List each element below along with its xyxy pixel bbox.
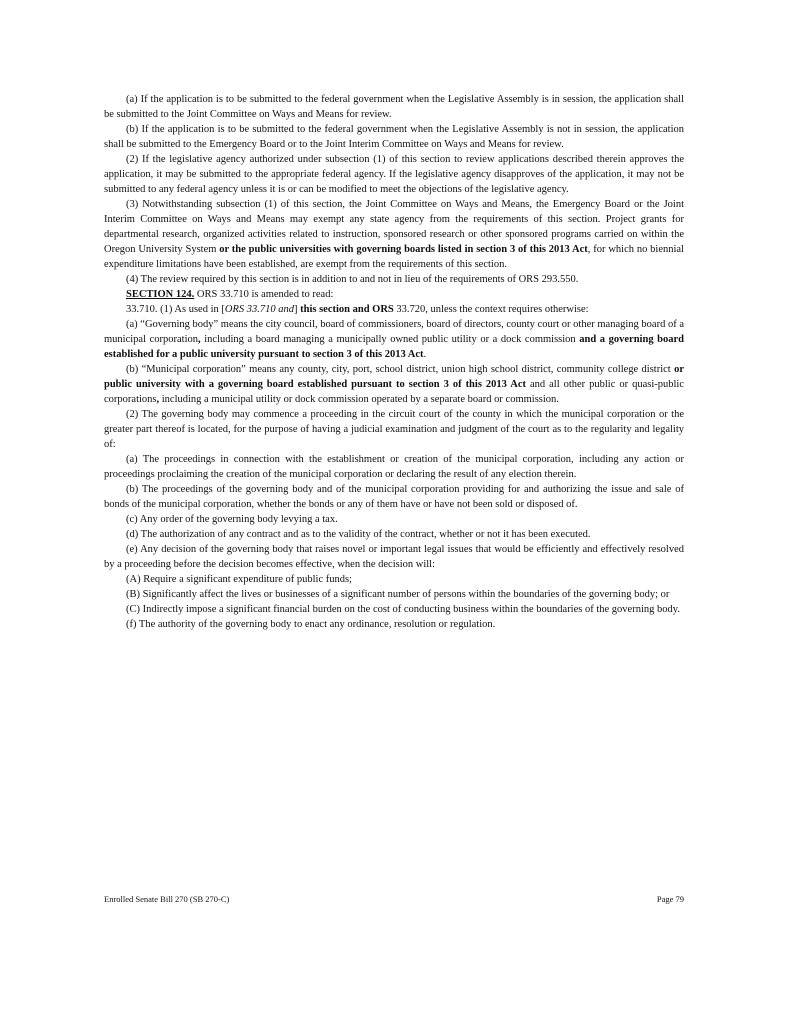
text-segment: (b) If the application is to be submitted to the federal government when the Legislative Assembly is not in session, the application shall be submitted to the Emergency Board or to the Joint Interim Committee on Ways and Means for review. xyxy=(104,124,684,150)
paragraph-p16 xyxy=(104,572,684,587)
paragraph-p4 xyxy=(104,197,684,272)
paragraph-p19 xyxy=(104,617,684,632)
text-segment: and a governing board established for a public university pursuant to section 3 of this 2013 Act xyxy=(104,334,684,360)
paragraph-p12 xyxy=(104,482,684,512)
text-segment: (d) The authorization of any contract and as to the validity of the contract, whether or not it has been executed. xyxy=(126,529,591,540)
paragraph-p10 xyxy=(104,407,684,452)
paragraph-p9 xyxy=(104,362,684,407)
page-footer xyxy=(104,893,684,905)
text-segment: (e) Any decision of the governing body that raises novel or important legal issues that would be efficiently and effectively resolved by a proceeding before the decision becomes effective, when the decision will: xyxy=(104,544,684,570)
paragraph-p5 xyxy=(104,272,684,287)
text-segment: . xyxy=(423,349,427,360)
text-segment: 33.720, unless the context requires otherwise: xyxy=(393,304,589,315)
paragraph-p18 xyxy=(104,602,684,617)
text-segment: or the public universities with governing boards listed in section 3 of this 2013 Act xyxy=(219,244,588,255)
footer-bill-name: Enrolled Senate Bill 270 (SB 270-C) xyxy=(104,894,230,904)
section-heading: SECTION 124. xyxy=(126,289,195,300)
text-segment: (c) Any order of the governing body levying a tax. xyxy=(126,514,338,525)
text-segment: (f) The authority of the governing body to enact any ordinance, resolution or regulation. xyxy=(126,619,496,630)
text-segment: including a municipal utility or dock commission operated by a separate board or commission. xyxy=(159,394,559,405)
text-segment: (B) Significantly affect the lives or businesses of a significant number of persons within the boundaries of the governing body; or xyxy=(126,589,670,600)
paragraph-p13 xyxy=(104,512,684,527)
text-segment: (a) “Governing body” means the city council, board of commissioners, board of directors, county court or other managing board of a municipal corporation xyxy=(104,319,684,345)
text-segment: (3) Notwithstanding subsection (1) of this section, the Joint Committee on Ways and Means, the Emergency Board or the Joint Interim Committee on Ways and Means may exempt any state agency from the requirements of this section. Project grants for departmental research, organized activities related to instruction, sponsored research or other sponsored programs carried on within the Oregon University System xyxy=(104,199,684,255)
text-segment: 33.710. (1) As used in [ xyxy=(126,304,225,315)
paragraph-p1 xyxy=(104,92,684,122)
paragraph-p11 xyxy=(104,452,684,482)
text-segment: , for which no biennial expenditure limitations have been established, are exempt from the requirements of this section. xyxy=(104,244,684,270)
text-segment: (2) If the legislative agency authorized under subsection (1) of this section to review applications described therein approves the application, it may be submitted to the appropriate federal agency. If the legislative agency disapproves of the application, it may not be submitted to any federal agency unless it is or can be modified to meet the objections of the legislative agency. xyxy=(104,154,684,195)
text-segment: (C) Indirectly impose a significant financial burden on the cost of conducting business within the boundaries of the governing body. xyxy=(126,604,680,615)
paragraph-p14 xyxy=(104,527,684,542)
text-segment: , xyxy=(156,394,160,405)
footer-page-number: Page 79 xyxy=(656,894,684,904)
text-segment: (b) “Municipal corporation” means any county, city, port, school district, union high school district, community college district xyxy=(126,364,675,375)
paragraph-p15 xyxy=(104,542,684,572)
paragraph-p6 xyxy=(104,287,684,302)
text-segment: (a) If the application is to be submitted to the federal government when the Legislative Assembly is in session, the application shall be submitted to the Joint Committee on Ways and Means for review. xyxy=(104,94,684,120)
paragraph-p3 xyxy=(104,152,684,197)
text-segment: (4) The review required by this section is in addition to and not in lieu of the requirements of ORS 293.550. xyxy=(126,274,579,285)
text-segment: or public university with a governing board established pursuant to section 3 of this 2013 Act xyxy=(104,364,684,390)
text-segment: and all other public or quasi-public corporations xyxy=(104,379,684,405)
paragraph-p17 xyxy=(104,587,684,602)
text-segment: including a board managing a municipally owned public utility or a dock commission xyxy=(200,334,580,345)
text-segment: ORS 33.710 and xyxy=(224,304,294,315)
text-segment: ORS 33.710 is amended to read: xyxy=(194,289,334,300)
text-segment: ] xyxy=(294,304,301,315)
text-segment: this section and ORS xyxy=(300,304,394,315)
text-segment: (a) The proceedings in connection with the establishment or creation of the municipal corporation, including any action or proceedings proclaiming the creation of the municipal corporation or declaring the result of any election therein. xyxy=(104,454,684,480)
text-segment: (A) Require a significant expenditure of public funds; xyxy=(126,574,352,585)
text-segment: , xyxy=(197,334,201,345)
paragraph-p7 xyxy=(104,302,684,317)
text-segment: (b) The proceedings of the governing body and of the municipal corporation providing for and authorizing the issue and sale of bonds of the municipal corporation, whether the bonds or any of them have or have not been sold or disposed of. xyxy=(104,484,684,510)
paragraph-p2 xyxy=(104,122,684,152)
text-segment: (2) The governing body may commence a proceeding in the circuit court of the county in which the municipal corporation or the greater part thereof is located, for the purpose of having a judicial examination and judgment of the court as to the regularity and legality of: xyxy=(104,409,684,450)
paragraph-p8 xyxy=(104,317,684,362)
document-body xyxy=(104,92,684,632)
